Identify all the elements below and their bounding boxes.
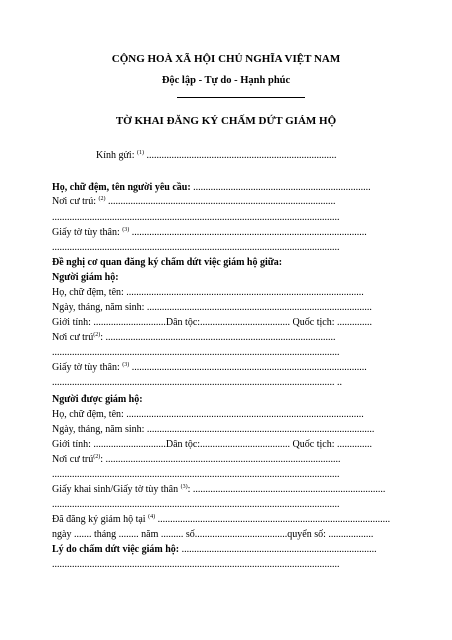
guardian-name[interactable]: Họ, chữ đệm, tên: ............................................................................................... (52, 287, 364, 298)
header-divider (177, 97, 305, 98)
ward-dob[interactable]: Ngày, tháng, năm sinh: ........................................................................................... (52, 424, 375, 435)
ward-attrs[interactable]: Giới tính: .............................Dân tộc:.................................... Quốc tịch: .............. (52, 439, 372, 450)
ward-residence-dots[interactable]: : .............................................................................................. (100, 454, 341, 465)
guardian-id-dots[interactable]: .............................................................................................. (131, 362, 367, 373)
registration-date[interactable]: ngày ....... tháng ........ năm ......... số.....................................quyển số: .................. (52, 529, 374, 540)
guardian-residence-label: Nơi cư trú (52, 332, 94, 343)
id-dots[interactable]: .............................................................................................. (131, 227, 367, 238)
registration-dots[interactable]: ............................................................................................. (157, 514, 391, 525)
guardian-residence-note: (2) (93, 332, 101, 338)
nation-heading: CỘNG HOÀ XÃ HỘI CHỦ NGHĨA VIỆT NAM (111, 53, 341, 65)
guardian-id-line (52, 362, 404, 374)
guardian-id-note: (3) (122, 362, 130, 368)
guardian-heading: Người giám hộ: (52, 272, 119, 283)
requester-label: Họ, chữ đệm, tên người yêu cầu: (52, 182, 191, 193)
id-line (52, 227, 404, 239)
ward-name[interactable]: Họ, chữ đệm, tên: ............................................................................................... (52, 409, 364, 420)
residence-line (52, 196, 404, 208)
requester-line (52, 182, 404, 194)
guardian-dob[interactable]: Ngày, tháng, năm sinh: .......................................................................................... (52, 302, 372, 313)
kinh-gui-dots[interactable]: ............................................................................ (146, 150, 337, 161)
form-title: TỜ KHAI ĐĂNG KÝ CHẤM DỨT GIÁM HỘ (115, 115, 337, 127)
requester-dots[interactable]: ....................................................................... (193, 182, 371, 193)
blank-line-1[interactable]: ................................................................................................................... (52, 212, 340, 223)
ward-heading: Người được giám hộ: (52, 394, 143, 405)
reason-line (52, 544, 404, 556)
id-label: Giấy tờ tùy thân: (52, 227, 120, 238)
guardian-id-label: Giấy tờ tùy thân: (52, 362, 120, 373)
registration-note: (4) (148, 514, 156, 520)
reason-dots[interactable]: .............................................................................. (181, 544, 377, 555)
ward-residence-note: (2) (93, 454, 101, 460)
motto: Độc lập - Tự do - Hạnh phúc (161, 75, 291, 86)
guardian-residence-dots[interactable]: : ............................................................................................ (100, 332, 336, 343)
registration-line (52, 514, 404, 526)
blank-line-3[interactable]: ................................................................................................................... (52, 559, 340, 570)
residence-note: (2) (98, 196, 106, 202)
ward-blank-1[interactable]: ................................................................................................................... (52, 469, 340, 480)
ward-birth-note: (3) (180, 484, 188, 490)
ward-residence-label: Nơi cư trú (52, 454, 94, 465)
kinh-gui-line (96, 150, 356, 162)
guardian-attrs[interactable]: Giới tính: .............................Dân tộc:.................................... Quốc tịch: .............. (52, 317, 372, 328)
kinh-gui-label: Kính gửi: (96, 150, 135, 161)
blank-line-2[interactable]: ................................................................................................................... (52, 242, 340, 253)
ward-blank-2[interactable]: ................................................................................................................... (52, 499, 340, 510)
guardian-blank-2[interactable]: ................................................................................................................. .. (52, 377, 342, 388)
ward-birth-label: Giấy khai sinh/Giấy tờ tùy thân (52, 484, 179, 495)
guardian-residence-line (52, 332, 404, 344)
residence-label: Nơi cư trú: (52, 196, 97, 207)
ward-birth-dots[interactable]: : ............................................................................. (187, 484, 386, 495)
residence-dots[interactable]: ........................................................................................... (108, 196, 336, 207)
guardian-blank-1[interactable]: ................................................................................................................... (52, 347, 340, 358)
ward-birth-line (52, 484, 404, 496)
id-note: (3) (122, 227, 130, 233)
kinh-gui-note: (1) (136, 150, 144, 156)
request-heading: Đề nghị cơ quan đăng ký chấm dứt việc giám hộ giữa: (52, 257, 283, 268)
ward-residence-line (52, 454, 404, 466)
registration-label: Đã đăng ký giám hộ tại (52, 514, 146, 525)
reason-label: Lý do chấm dứt việc giám hộ: (52, 544, 180, 555)
